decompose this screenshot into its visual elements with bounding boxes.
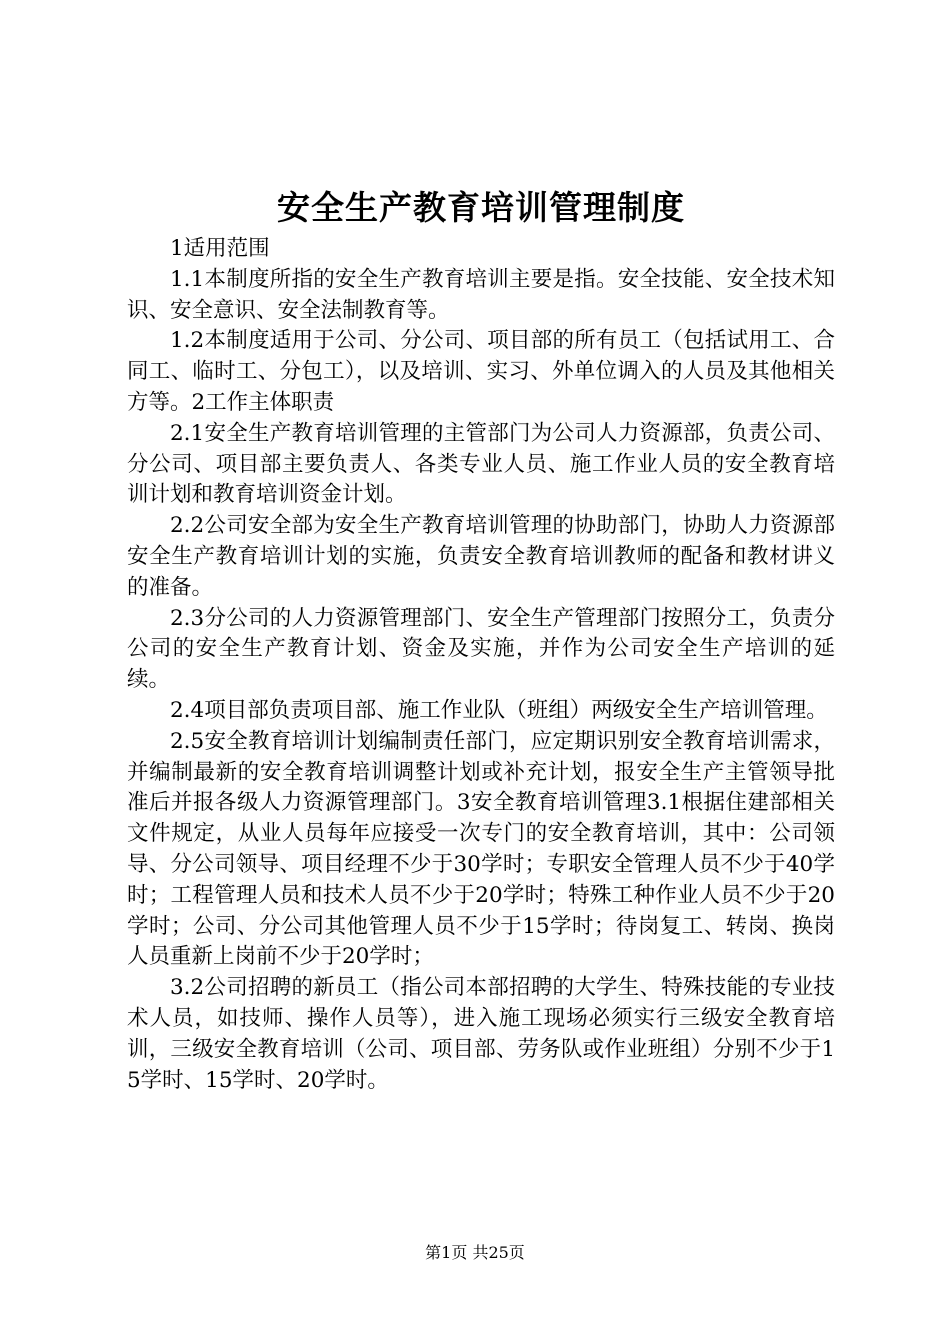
section-1-heading: 1适用范围	[170, 236, 270, 261]
clause-2-2: 2.2公司安全部为安全生产教育培训管理的协助部门，协助人力资源部安全生产教育培训计划的实施，负责安全教育培训教师的配备和教材讲义的准备。	[127, 513, 835, 600]
page-footer: 第1页 共25页	[425, 1243, 525, 1262]
clause-2-4: 2.4项目部负责项目部、施工作业队（班组）两级安全生产培训管理。	[170, 697, 828, 723]
clause-3-2: 3.2公司招聘的新员工（指公司本部招聘的大学生、特殊技能的专业技术人员，如技师、操作人员等），进入施工现场必须实行三级安全教育培训，三级安全教育培训（公司、项目部、劳务队或作业班组）分别不少于15学时、15学时、20学时。	[127, 975, 835, 1093]
clause-1-1: 1.1本制度所指的安全生产教育培训主要是指。安全技能、安全技术知识、安全意识、安全法制教育等。	[127, 266, 835, 323]
clause-2-3: 2.3分公司的人力资源管理部门、安全生产管理部门按照分工，负责分公司的安全生产教育计划、资金及实施，并作为公司安全生产培训的延续。	[127, 605, 835, 693]
document-title: 安全生产教育培训管理制度	[277, 188, 685, 227]
clause-1-2: 1.2本制度适用于公司、分公司、项目部的所有员工（包括试用工、合同工、临时工、分包工），以及培训、实习、外单位调入的人员及其他相关方等。2工作主体职责	[127, 328, 835, 415]
clause-2-1: 2.1安全生产教育培训管理的主管部门为公司人力资源部，负责公司、分公司、项目部主要负责人、各类专业人员、施工作业人员的安全教育培训计划和教育培训资金计划。	[127, 420, 835, 508]
clause-2-5: 2.5安全教育培训计划编制责任部门，应定期识别安全教育培训需求，并编制最新的安全教育培训调整计划或补充计划，报安全生产主管领导批准后并报各级人力资源管理部门。3安全教育培训管理3.1根据住建部相关文件规定，从业人员每年应接受一次专门的安全教育培训，其中：公司领导、分公司领导、项目经理不少于30学时；专职安全管理人员不少于40学时；工程管理人员和技术人员不少于20学时；特殊工种作业人员不少于20学时；公司、分公司其他管理人员不少于15学时；待岗复工、转岗、换岗人员重新上岗前不少于20学时；	[127, 728, 835, 970]
document-page	[127, 186, 835, 1096]
